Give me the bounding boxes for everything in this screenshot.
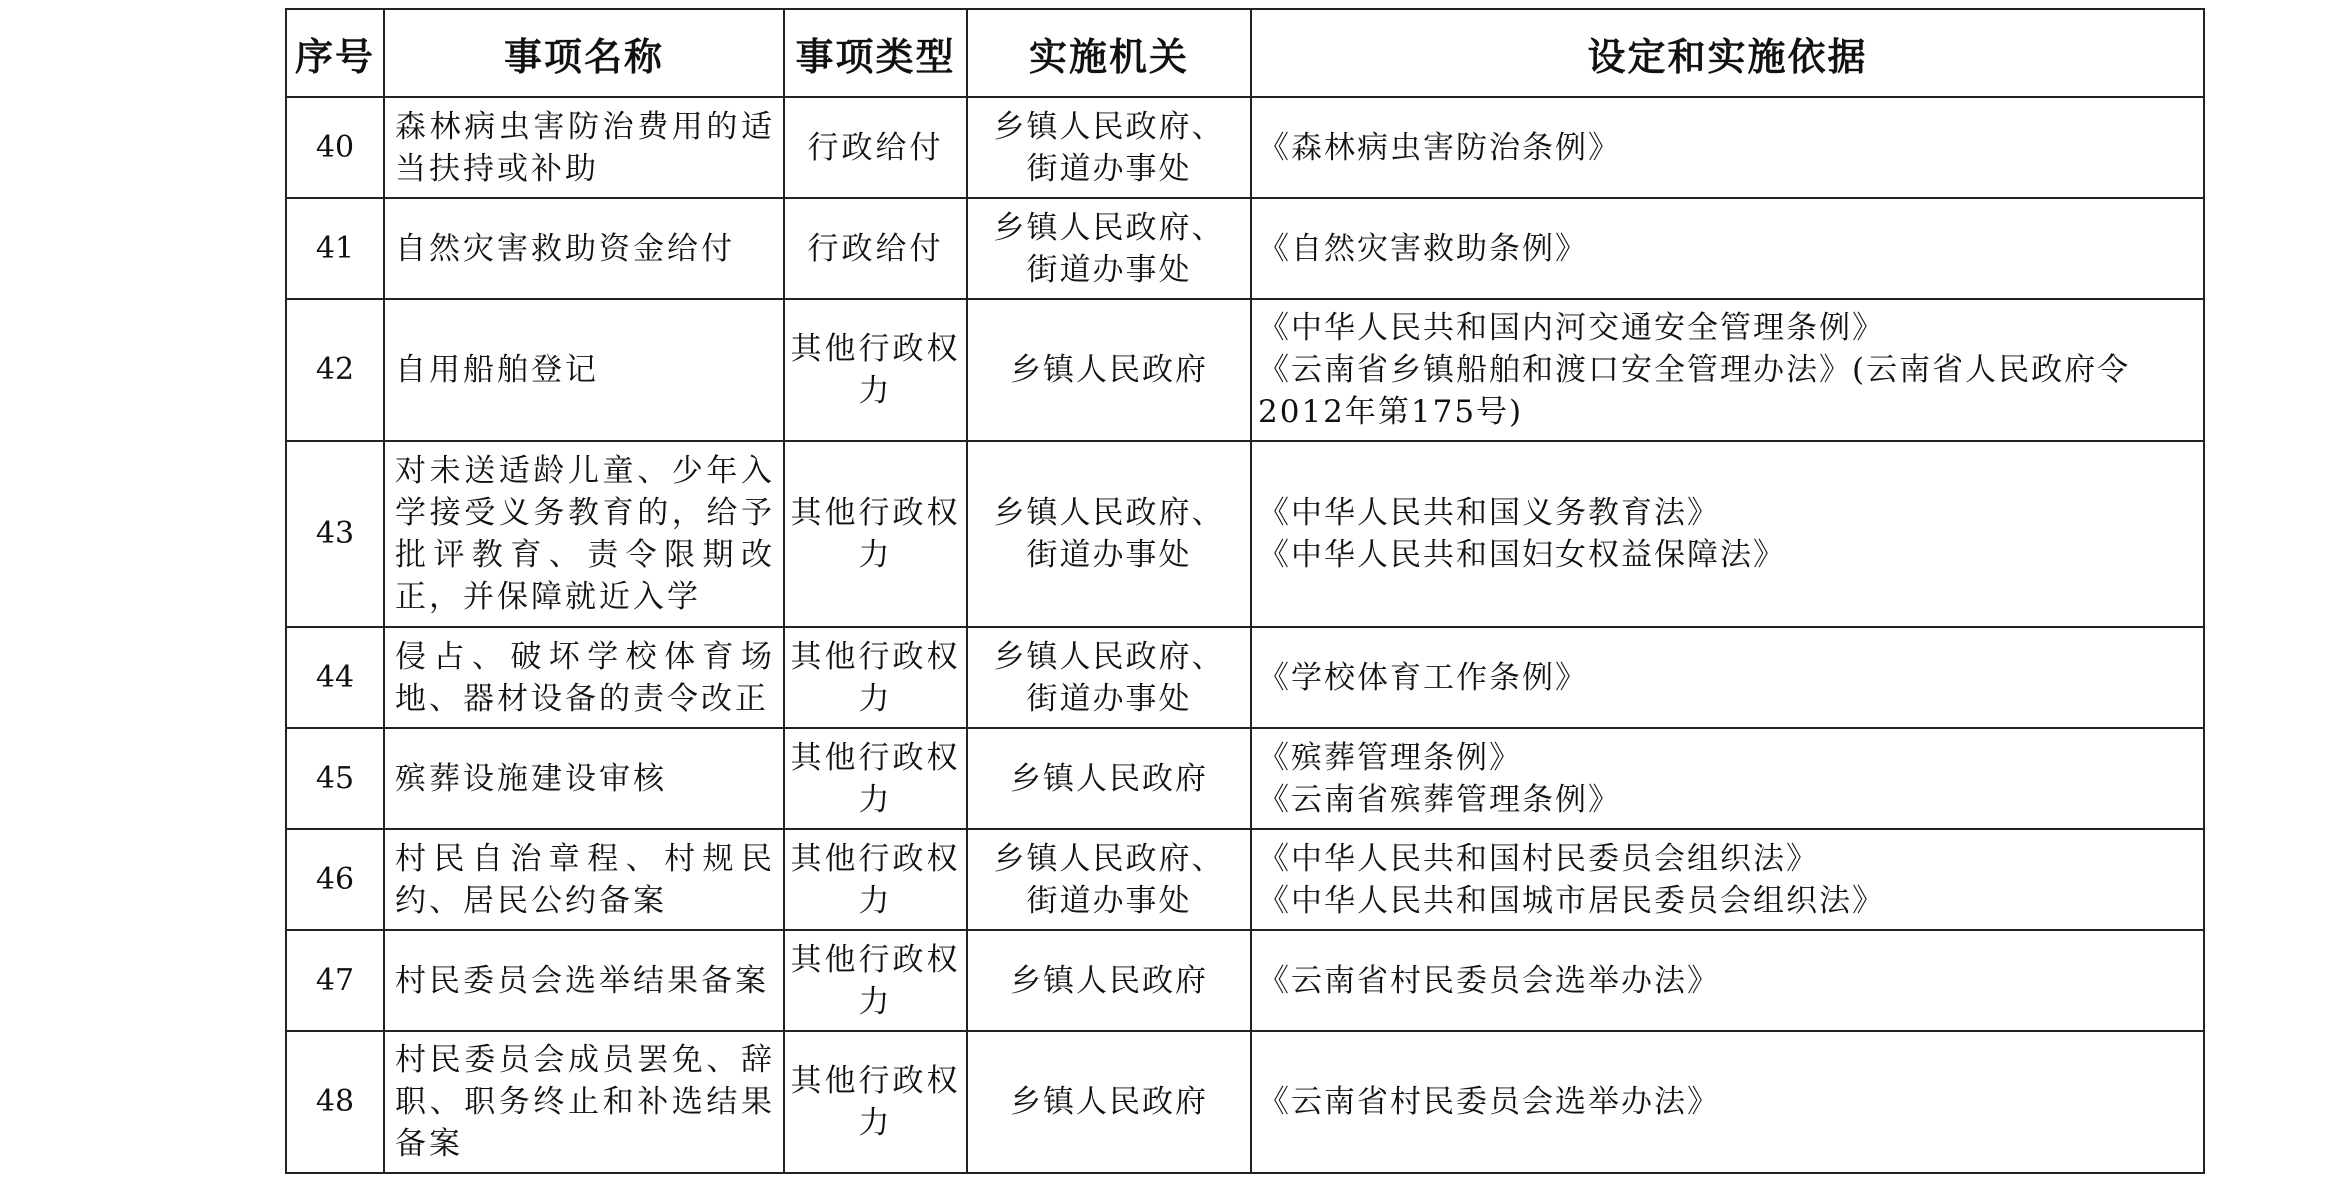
item-type: 行政给付 <box>784 198 967 299</box>
item-name: 森林病虫害防治费用的适当扶持或补助 <box>384 97 784 198</box>
implementing-agency <box>967 829 1251 930</box>
item-name: 村民委员会选举结果备案 <box>384 930 784 1031</box>
implementing-agency <box>967 930 1251 1031</box>
table-row <box>286 299 2204 441</box>
agency-line: 乡镇人民政府、 <box>993 209 1225 246</box>
agency-line: 乡镇人民政府 <box>1010 962 1208 999</box>
implementing-agency <box>967 441 1251 627</box>
implementing-agency <box>967 299 1251 441</box>
table-row <box>286 829 2204 930</box>
basis-line: 《学校体育工作条例》 <box>1258 659 1588 696</box>
agency-line: 街道办事处 <box>1026 680 1192 717</box>
implementing-agency <box>967 627 1251 728</box>
item-type: 其他行政权力 <box>784 441 967 627</box>
legal-basis <box>1251 728 2204 829</box>
legal-basis <box>1251 1031 2204 1173</box>
header-no: 序号 <box>286 9 384 97</box>
item-name: 自然灾害救助资金给付 <box>384 198 784 299</box>
table-row <box>286 627 2204 728</box>
item-name: 殡葬设施建设审核 <box>384 728 784 829</box>
legal-basis <box>1251 930 2204 1031</box>
header-type: 事项类型 <box>784 9 967 97</box>
agency-line: 乡镇人民政府、 <box>993 638 1225 675</box>
row-number: 40 <box>286 97 384 198</box>
basis-line: 《中华人民共和国义务教育法》 <box>1258 495 1720 531</box>
row-number: 47 <box>286 930 384 1031</box>
item-name: 村民委员会成员罢免、辞职、职务终止和补选结果备案 <box>384 1031 784 1173</box>
basis-line: 《中华人民共和国内河交通安全管理条例》 <box>1258 310 1885 346</box>
agency-line: 乡镇人民政府 <box>1010 760 1208 797</box>
legal-basis <box>1251 299 2204 441</box>
basis-line: 《中华人民共和国村民委员会组织法》 <box>1258 840 1819 877</box>
item-type: 其他行政权力 <box>784 728 967 829</box>
item-name: 侵占、破坏学校体育场地、器材设备的责令改正 <box>384 627 784 728</box>
item-type: 其他行政权力 <box>784 829 967 930</box>
item-type: 行政给付 <box>784 97 967 198</box>
basis-line: 《中华人民共和国城市居民委员会组织法》 <box>1258 882 1885 919</box>
agency-line: 乡镇人民政府 <box>1010 352 1208 388</box>
item-type: 其他行政权力 <box>784 299 967 441</box>
basis-line: 《森林病虫害防治条例》 <box>1258 129 1621 166</box>
agency-line: 街道办事处 <box>1026 882 1192 919</box>
row-number: 41 <box>286 198 384 299</box>
legal-basis <box>1251 627 2204 728</box>
basis-line: 《云南省村民委员会选举办法》 <box>1258 1084 1720 1120</box>
item-name: 对未送适龄儿童、少年入学接受义务教育的，给予批评教育、责令限期改正，并保障就近入学 <box>384 441 784 627</box>
implementing-agency <box>967 97 1251 198</box>
agency-line: 乡镇人民政府、 <box>993 108 1225 145</box>
row-number: 48 <box>286 1031 384 1173</box>
row-number: 46 <box>286 829 384 930</box>
basis-line: 《殡葬管理条例》 <box>1258 739 1522 776</box>
implementing-agency <box>967 1031 1251 1173</box>
legal-basis <box>1251 441 2204 627</box>
row-number: 43 <box>286 441 384 627</box>
row-number: 44 <box>286 627 384 728</box>
implementing-agency <box>967 198 1251 299</box>
basis-line: 《云南省乡镇船舶和渡口安全管理办法》(云南省人民政府令2012年第175号) <box>1258 352 2131 430</box>
item-type: 其他行政权力 <box>784 930 967 1031</box>
header-org: 实施机关 <box>967 9 1251 97</box>
agency-line: 街道办事处 <box>1026 251 1192 288</box>
legal-basis <box>1251 97 2204 198</box>
header-row <box>286 9 2204 97</box>
basis-line: 《中华人民共和国妇女权益保障法》 <box>1258 537 1786 573</box>
legal-basis <box>1251 829 2204 930</box>
header-basis: 设定和实施依据 <box>1251 9 2204 97</box>
basis-line: 《云南省村民委员会选举办法》 <box>1258 962 1720 999</box>
item-name: 村民自治章程、村规民约、居民公约备案 <box>384 829 784 930</box>
basis-line: 《自然灾害救助条例》 <box>1258 230 1588 267</box>
legal-basis <box>1251 198 2204 299</box>
row-number: 42 <box>286 299 384 441</box>
agency-line: 乡镇人民政府、 <box>993 840 1225 877</box>
item-type: 其他行政权力 <box>784 627 967 728</box>
item-name: 自用船舶登记 <box>384 299 784 441</box>
implementing-agency <box>967 728 1251 829</box>
table-row <box>286 728 2204 829</box>
agency-line: 街道办事处 <box>1026 537 1192 573</box>
table-row <box>286 441 2204 627</box>
agency-line: 乡镇人民政府 <box>1010 1084 1208 1120</box>
table-row <box>286 930 2204 1031</box>
basis-line: 《云南省殡葬管理条例》 <box>1258 781 1621 818</box>
header-name: 事项名称 <box>384 9 784 97</box>
table-row <box>286 198 2204 299</box>
item-type: 其他行政权力 <box>784 1031 967 1173</box>
table-row <box>286 97 2204 198</box>
items-table <box>285 8 2205 1174</box>
row-number: 45 <box>286 728 384 829</box>
agency-line: 乡镇人民政府、 <box>993 495 1225 531</box>
agency-line: 街道办事处 <box>1026 150 1192 187</box>
table-row <box>286 1031 2204 1173</box>
